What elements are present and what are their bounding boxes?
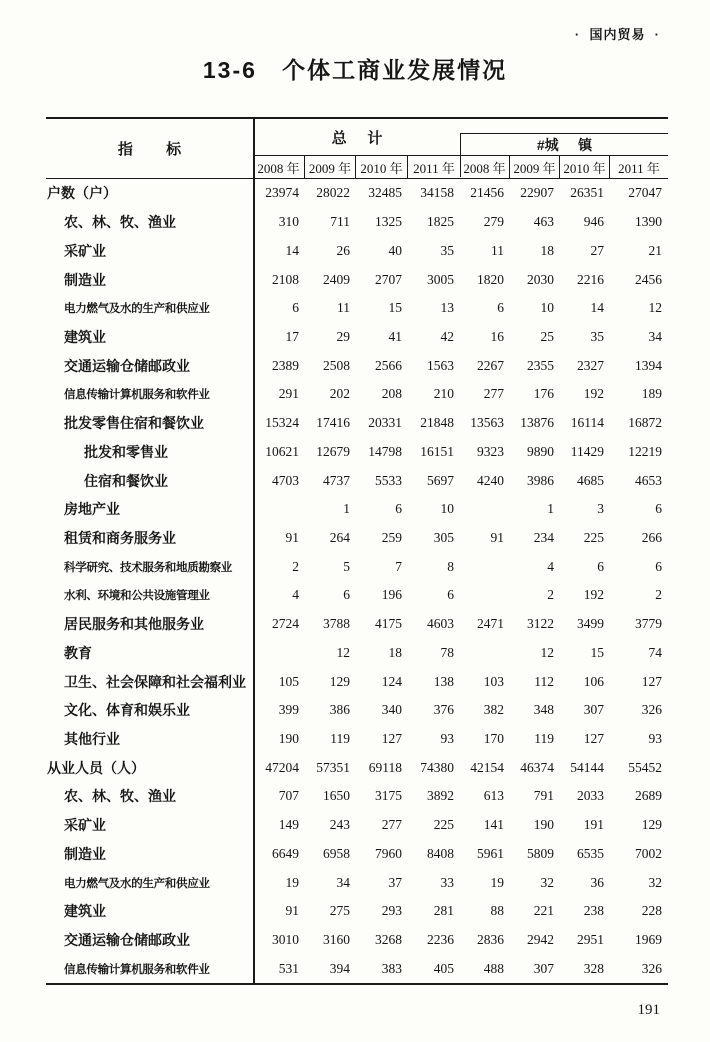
- cell-value: 15: [388, 300, 402, 316]
- cell-value: 238: [583, 903, 604, 919]
- cell-value: 202: [329, 386, 350, 402]
- cell-value: 243: [329, 817, 350, 833]
- cell-value: 12: [336, 644, 350, 660]
- table-row: [46, 351, 668, 380]
- cell-value: 57351: [316, 759, 350, 775]
- cell-value: 7960: [375, 845, 402, 861]
- year-header-cell: 2008 年: [460, 156, 510, 178]
- cell-value: 4703: [272, 472, 299, 488]
- table-row: [46, 466, 668, 495]
- cell-value: 1325: [375, 214, 402, 230]
- row-label: 信息传输计算机服务和软件业: [64, 963, 210, 976]
- cell-value: 1825: [427, 214, 454, 230]
- cell-value: 307: [583, 702, 604, 718]
- cell-value: 3: [597, 501, 604, 517]
- cell-value: 17: [285, 328, 299, 344]
- table-row: [46, 380, 668, 409]
- cell-value: 32485: [368, 185, 402, 201]
- page-number: 191: [637, 1002, 660, 1018]
- cell-value: 13: [440, 300, 454, 316]
- cell-value: 277: [483, 386, 504, 402]
- table-row: [46, 610, 668, 639]
- table-row: [46, 954, 668, 983]
- table-row: [46, 208, 668, 237]
- cell-value: 11429: [570, 443, 604, 459]
- cell-value: 383: [381, 960, 402, 976]
- cell-value: 32: [540, 874, 554, 890]
- table-row: [46, 897, 668, 926]
- cell-value: 2033: [577, 788, 604, 804]
- row-label: 租赁和商务服务业: [64, 529, 176, 546]
- cell-value: 310: [278, 214, 299, 230]
- cell-value: 1969: [635, 932, 662, 948]
- cell-value: 405: [433, 960, 454, 976]
- cell-value: 279: [483, 214, 504, 230]
- cell-value: 1820: [477, 271, 504, 287]
- table-row: [46, 667, 668, 696]
- cell-value: 129: [641, 817, 662, 833]
- cell-value: 2942: [527, 932, 554, 948]
- cell-value: 16: [490, 328, 504, 344]
- cell-value: 34158: [420, 185, 454, 201]
- cell-value: 6: [343, 587, 350, 603]
- cell-value: 348: [533, 702, 554, 718]
- cell-value: 28022: [316, 185, 350, 201]
- cell-value: 11: [337, 300, 350, 316]
- cell-value: 192: [583, 386, 604, 402]
- cell-value: 103: [483, 673, 504, 689]
- cell-value: 42154: [470, 759, 504, 775]
- cell-value: 6: [597, 558, 604, 574]
- cell-value: 4685: [577, 472, 604, 488]
- cell-value: 141: [483, 817, 504, 833]
- cell-value: 488: [483, 960, 504, 976]
- cell-value: 170: [483, 731, 504, 747]
- table-row: [46, 409, 668, 438]
- cell-value: 191: [583, 817, 604, 833]
- table-row: [46, 236, 668, 265]
- cell-value: 9323: [477, 443, 504, 459]
- cell-value: 277: [381, 817, 402, 833]
- cell-value: 14798: [368, 443, 402, 459]
- cell-value: 2689: [635, 788, 662, 804]
- cell-value: 12679: [316, 443, 350, 459]
- cell-value: 326: [641, 702, 662, 718]
- cell-value: 16151: [420, 443, 454, 459]
- cell-value: 112: [534, 673, 554, 689]
- table-row: [46, 811, 668, 840]
- table-row: [46, 323, 668, 352]
- cell-value: 4240: [477, 472, 504, 488]
- table-row: [46, 840, 668, 869]
- cell-value: 124: [381, 673, 402, 689]
- table-row: [46, 639, 668, 668]
- cell-value: 711: [330, 214, 350, 230]
- cell-value: 281: [433, 903, 454, 919]
- cell-value: 266: [641, 529, 662, 545]
- cell-value: 394: [329, 960, 350, 976]
- table-row: [46, 696, 668, 725]
- row-label: 房地产业: [64, 501, 120, 518]
- cell-value: 41: [388, 328, 402, 344]
- cell-value: 127: [381, 731, 402, 747]
- row-label: 电力燃气及水的生产和供应业: [64, 877, 210, 890]
- cell-value: 340: [381, 702, 402, 718]
- cell-value: 26: [336, 242, 350, 258]
- cell-value: 2951: [577, 932, 604, 948]
- cell-value: 11: [491, 242, 504, 258]
- corner-label: 指 标: [117, 140, 182, 158]
- cell-value: 2389: [272, 357, 299, 373]
- row-label: 居民服务和其他服务业: [64, 616, 204, 633]
- cell-value: 3788: [323, 616, 350, 632]
- row-label: 建筑业: [64, 903, 106, 920]
- table-row: [46, 524, 668, 553]
- cell-value: 36: [590, 874, 604, 890]
- cell-value: 19: [490, 874, 504, 890]
- cell-value: 37: [388, 874, 402, 890]
- cell-value: 42: [440, 328, 454, 344]
- cell-value: 4: [292, 587, 299, 603]
- cell-value: 2566: [375, 357, 402, 373]
- cell-value: 225: [433, 817, 454, 833]
- cell-value: 91: [285, 903, 299, 919]
- cell-value: 91: [490, 529, 504, 545]
- cell-value: 13876: [520, 415, 554, 431]
- row-label: 教育: [64, 644, 92, 661]
- cell-value: 6958: [323, 845, 350, 861]
- cell-value: 228: [641, 903, 662, 919]
- cell-value: 2108: [272, 271, 299, 287]
- cell-value: 6: [292, 300, 299, 316]
- cell-value: 106: [583, 673, 604, 689]
- cell-value: 6: [655, 558, 662, 574]
- cell-value: 127: [583, 731, 604, 747]
- row-label: 交通运输仓储邮政业: [64, 357, 190, 374]
- cell-value: 127: [641, 673, 662, 689]
- cell-value: 6: [497, 300, 504, 316]
- cell-value: 55452: [628, 759, 662, 775]
- cell-value: 3005: [427, 271, 454, 287]
- cell-value: 1: [547, 501, 554, 517]
- year-header-cell: 2010 年: [560, 156, 610, 178]
- cell-value: 2216: [577, 271, 604, 287]
- cell-value: 4: [547, 558, 554, 574]
- cell-value: 21: [648, 242, 662, 258]
- year-header-cell: 2010 年: [356, 156, 408, 178]
- cell-value: 225: [583, 529, 604, 545]
- cell-value: 119: [534, 731, 554, 747]
- cell-value: 78: [440, 644, 454, 660]
- row-label: 制造业: [64, 271, 106, 288]
- cell-value: 54144: [570, 759, 604, 775]
- cell-value: 9890: [527, 443, 554, 459]
- cell-value: 707: [278, 788, 299, 804]
- cell-value: 190: [278, 731, 299, 747]
- cell-value: 2327: [577, 357, 604, 373]
- table-row: [46, 581, 668, 610]
- cell-value: 21848: [420, 415, 454, 431]
- stats-table: [46, 117, 668, 985]
- cell-value: 3122: [527, 616, 554, 632]
- cell-value: 10621: [265, 443, 299, 459]
- cell-value: 25: [540, 328, 554, 344]
- cell-value: 119: [330, 731, 350, 747]
- cell-value: 189: [641, 386, 662, 402]
- cell-value: 2: [655, 587, 662, 603]
- cell-value: 15: [590, 644, 604, 660]
- cell-value: 2: [547, 587, 554, 603]
- cell-value: 3010: [272, 932, 299, 948]
- year-header-cell: 2011 年: [413, 160, 455, 176]
- year-header-cell: 2008 年: [253, 156, 305, 178]
- cell-value: 19: [285, 874, 299, 890]
- cell-value: 27047: [628, 185, 662, 201]
- cell-value: 531: [278, 960, 299, 976]
- table-row: [46, 782, 668, 811]
- cell-value: 10: [540, 300, 554, 316]
- group-header-urban-label: #城 镇: [536, 136, 593, 153]
- cell-value: 6: [655, 501, 662, 517]
- table-row: [46, 926, 668, 955]
- cell-value: 74: [648, 644, 662, 660]
- cell-value: 3175: [375, 788, 402, 804]
- cell-value: 6535: [577, 845, 604, 861]
- cell-value: 40: [388, 242, 402, 258]
- cell-value: 12: [648, 300, 662, 316]
- cell-value: 192: [583, 587, 604, 603]
- cell-value: 326: [641, 960, 662, 976]
- cell-value: 275: [329, 903, 350, 919]
- cell-value: 196: [381, 587, 402, 603]
- cell-value: 91: [285, 529, 299, 545]
- cell-value: 2724: [272, 616, 299, 632]
- cell-value: 13563: [470, 415, 504, 431]
- table-row: [46, 725, 668, 754]
- cell-value: 2471: [477, 616, 504, 632]
- cell-value: 12: [540, 644, 554, 660]
- cell-value: 32: [648, 874, 662, 890]
- row-label: 从业人员（人）: [47, 759, 145, 776]
- cell-value: 3986: [527, 472, 554, 488]
- cell-value: 2707: [375, 271, 402, 287]
- cell-value: 305: [433, 529, 454, 545]
- table-row: [46, 753, 668, 782]
- cell-value: 138: [433, 673, 454, 689]
- running-head: · 国内贸易 ·: [574, 27, 660, 42]
- cell-value: 3892: [427, 788, 454, 804]
- cell-value: 5697: [427, 472, 454, 488]
- row-label: 卫生、社会保障和社会福利业: [64, 673, 246, 690]
- cell-value: 791: [533, 788, 554, 804]
- row-label: 水利、环境和公共设施管理业: [64, 590, 210, 603]
- cell-value: 17416: [316, 415, 350, 431]
- year-header-cell: 2011 年: [618, 160, 660, 176]
- cell-value: 613: [483, 788, 504, 804]
- year-header-row: [253, 155, 668, 178]
- cell-value: 69118: [368, 759, 402, 775]
- row-label: 农、林、牧、渔业: [64, 788, 176, 805]
- row-label: 其他行业: [64, 731, 120, 748]
- cell-value: 399: [278, 702, 299, 718]
- cell-value: 16872: [628, 415, 662, 431]
- row-label: 信息传输计算机服务和软件业: [64, 389, 210, 402]
- cell-value: 14: [590, 300, 604, 316]
- cell-value: 1: [343, 501, 350, 517]
- row-label: 电力燃气及水的生产和供应业: [64, 303, 210, 316]
- cell-value: 88: [490, 903, 504, 919]
- cell-value: 8: [447, 558, 454, 574]
- table-row: [46, 868, 668, 897]
- cell-value: 105: [278, 673, 299, 689]
- cell-value: 208: [381, 386, 402, 402]
- cell-value: 2508: [323, 357, 350, 373]
- cell-value: 221: [533, 903, 554, 919]
- cell-value: 328: [583, 960, 604, 976]
- cell-value: 7002: [635, 845, 662, 861]
- cell-value: 210: [433, 386, 454, 402]
- table-row: [46, 294, 668, 323]
- cell-value: 22907: [520, 185, 554, 201]
- cell-value: 34: [648, 328, 662, 344]
- cell-value: 20331: [368, 415, 402, 431]
- year-header-cell: 2009 年: [305, 156, 356, 178]
- cell-value: 176: [533, 386, 554, 402]
- cell-value: 2836: [477, 932, 504, 948]
- cell-value: 1563: [427, 357, 454, 373]
- cell-value: 234: [533, 529, 554, 545]
- row-label: 制造业: [64, 845, 106, 862]
- row-label: 采矿业: [64, 242, 106, 259]
- row-label: 户数（户）: [47, 185, 117, 202]
- cell-value: 7: [395, 558, 402, 574]
- cell-value: 2456: [635, 271, 662, 287]
- cell-value: 2409: [323, 271, 350, 287]
- cell-value: 293: [381, 903, 402, 919]
- cell-value: 12219: [628, 443, 662, 459]
- cell-value: 2267: [477, 357, 504, 373]
- cell-value: 35: [440, 242, 454, 258]
- cell-value: 4603: [427, 616, 454, 632]
- table-row: [46, 265, 668, 294]
- cell-value: 21456: [470, 185, 504, 201]
- cell-value: 5809: [527, 845, 554, 861]
- row-label: 文化、体育和娱乐业: [64, 702, 190, 719]
- cell-value: 2030: [527, 271, 554, 287]
- cell-value: 18: [388, 644, 402, 660]
- cell-value: 264: [329, 529, 350, 545]
- cell-value: 5961: [477, 845, 504, 861]
- page-title: 13-6 个体工商业发展情况: [202, 57, 508, 83]
- cell-value: 307: [533, 960, 554, 976]
- cell-value: 259: [381, 529, 402, 545]
- cell-value: 2: [292, 558, 299, 574]
- row-label: 农、林、牧、渔业: [64, 214, 176, 231]
- cell-value: 35: [590, 328, 604, 344]
- cell-value: 386: [329, 702, 350, 718]
- row-label: 住宿和餐饮业: [84, 472, 168, 489]
- cell-value: 47204: [265, 759, 299, 775]
- table-row: [46, 437, 668, 466]
- cell-value: 16114: [570, 415, 604, 431]
- year-header-cell: 2009 年: [510, 156, 560, 178]
- column-divider: [253, 119, 255, 983]
- cell-value: 463: [533, 214, 554, 230]
- cell-value: 23974: [265, 185, 299, 201]
- cell-value: 3499: [577, 616, 604, 632]
- cell-value: 1394: [635, 357, 662, 373]
- table-row: [46, 552, 668, 581]
- cell-value: 149: [278, 817, 299, 833]
- row-label: 批发和零售业: [84, 443, 168, 460]
- cell-value: 3779: [635, 616, 662, 632]
- cell-value: 74380: [420, 759, 454, 775]
- row-label: 采矿业: [64, 817, 106, 834]
- cell-value: 6649: [272, 845, 299, 861]
- cell-value: 1650: [323, 788, 350, 804]
- cell-value: 10: [440, 501, 454, 517]
- cell-value: 382: [483, 702, 504, 718]
- cell-value: 26351: [570, 185, 604, 201]
- cell-value: 1390: [635, 214, 662, 230]
- cell-value: 3268: [375, 932, 402, 948]
- cell-value: 8408: [427, 845, 454, 861]
- row-label: 建筑业: [64, 328, 106, 345]
- cell-value: 14: [285, 242, 299, 258]
- cell-value: 190: [533, 817, 554, 833]
- cell-value: 6: [395, 501, 402, 517]
- cell-value: 5: [343, 558, 350, 574]
- cell-value: 93: [440, 731, 454, 747]
- cell-value: 29: [336, 328, 350, 344]
- table-row: [46, 179, 668, 208]
- cell-value: 376: [433, 702, 454, 718]
- cell-value: 4737: [323, 472, 350, 488]
- cell-value: 18: [540, 242, 554, 258]
- group-header-total: 总 计: [331, 129, 383, 147]
- cell-value: 6: [447, 587, 454, 603]
- cell-value: 2355: [527, 357, 554, 373]
- cell-value: 4653: [635, 472, 662, 488]
- cell-value: 946: [583, 214, 604, 230]
- cell-value: 34: [336, 874, 350, 890]
- cell-value: 2236: [427, 932, 454, 948]
- cell-value: 46374: [520, 759, 554, 775]
- table-header: [46, 119, 668, 179]
- row-label: 批发零售住宿和餐饮业: [64, 415, 204, 432]
- table-body: [46, 179, 668, 983]
- cell-value: 291: [278, 386, 299, 402]
- row-label: 交通运输仓储邮政业: [64, 932, 190, 949]
- table-row: [46, 495, 668, 524]
- cell-value: 27: [590, 242, 604, 258]
- cell-value: 93: [648, 731, 662, 747]
- cell-value: 4175: [375, 616, 402, 632]
- cell-value: 129: [329, 673, 350, 689]
- row-label: 科学研究、技术服务和地质勘察业: [64, 561, 232, 574]
- cell-value: 15324: [265, 415, 299, 431]
- cell-value: 5533: [375, 472, 402, 488]
- cell-value: 3160: [323, 932, 350, 948]
- cell-value: 33: [440, 874, 454, 890]
